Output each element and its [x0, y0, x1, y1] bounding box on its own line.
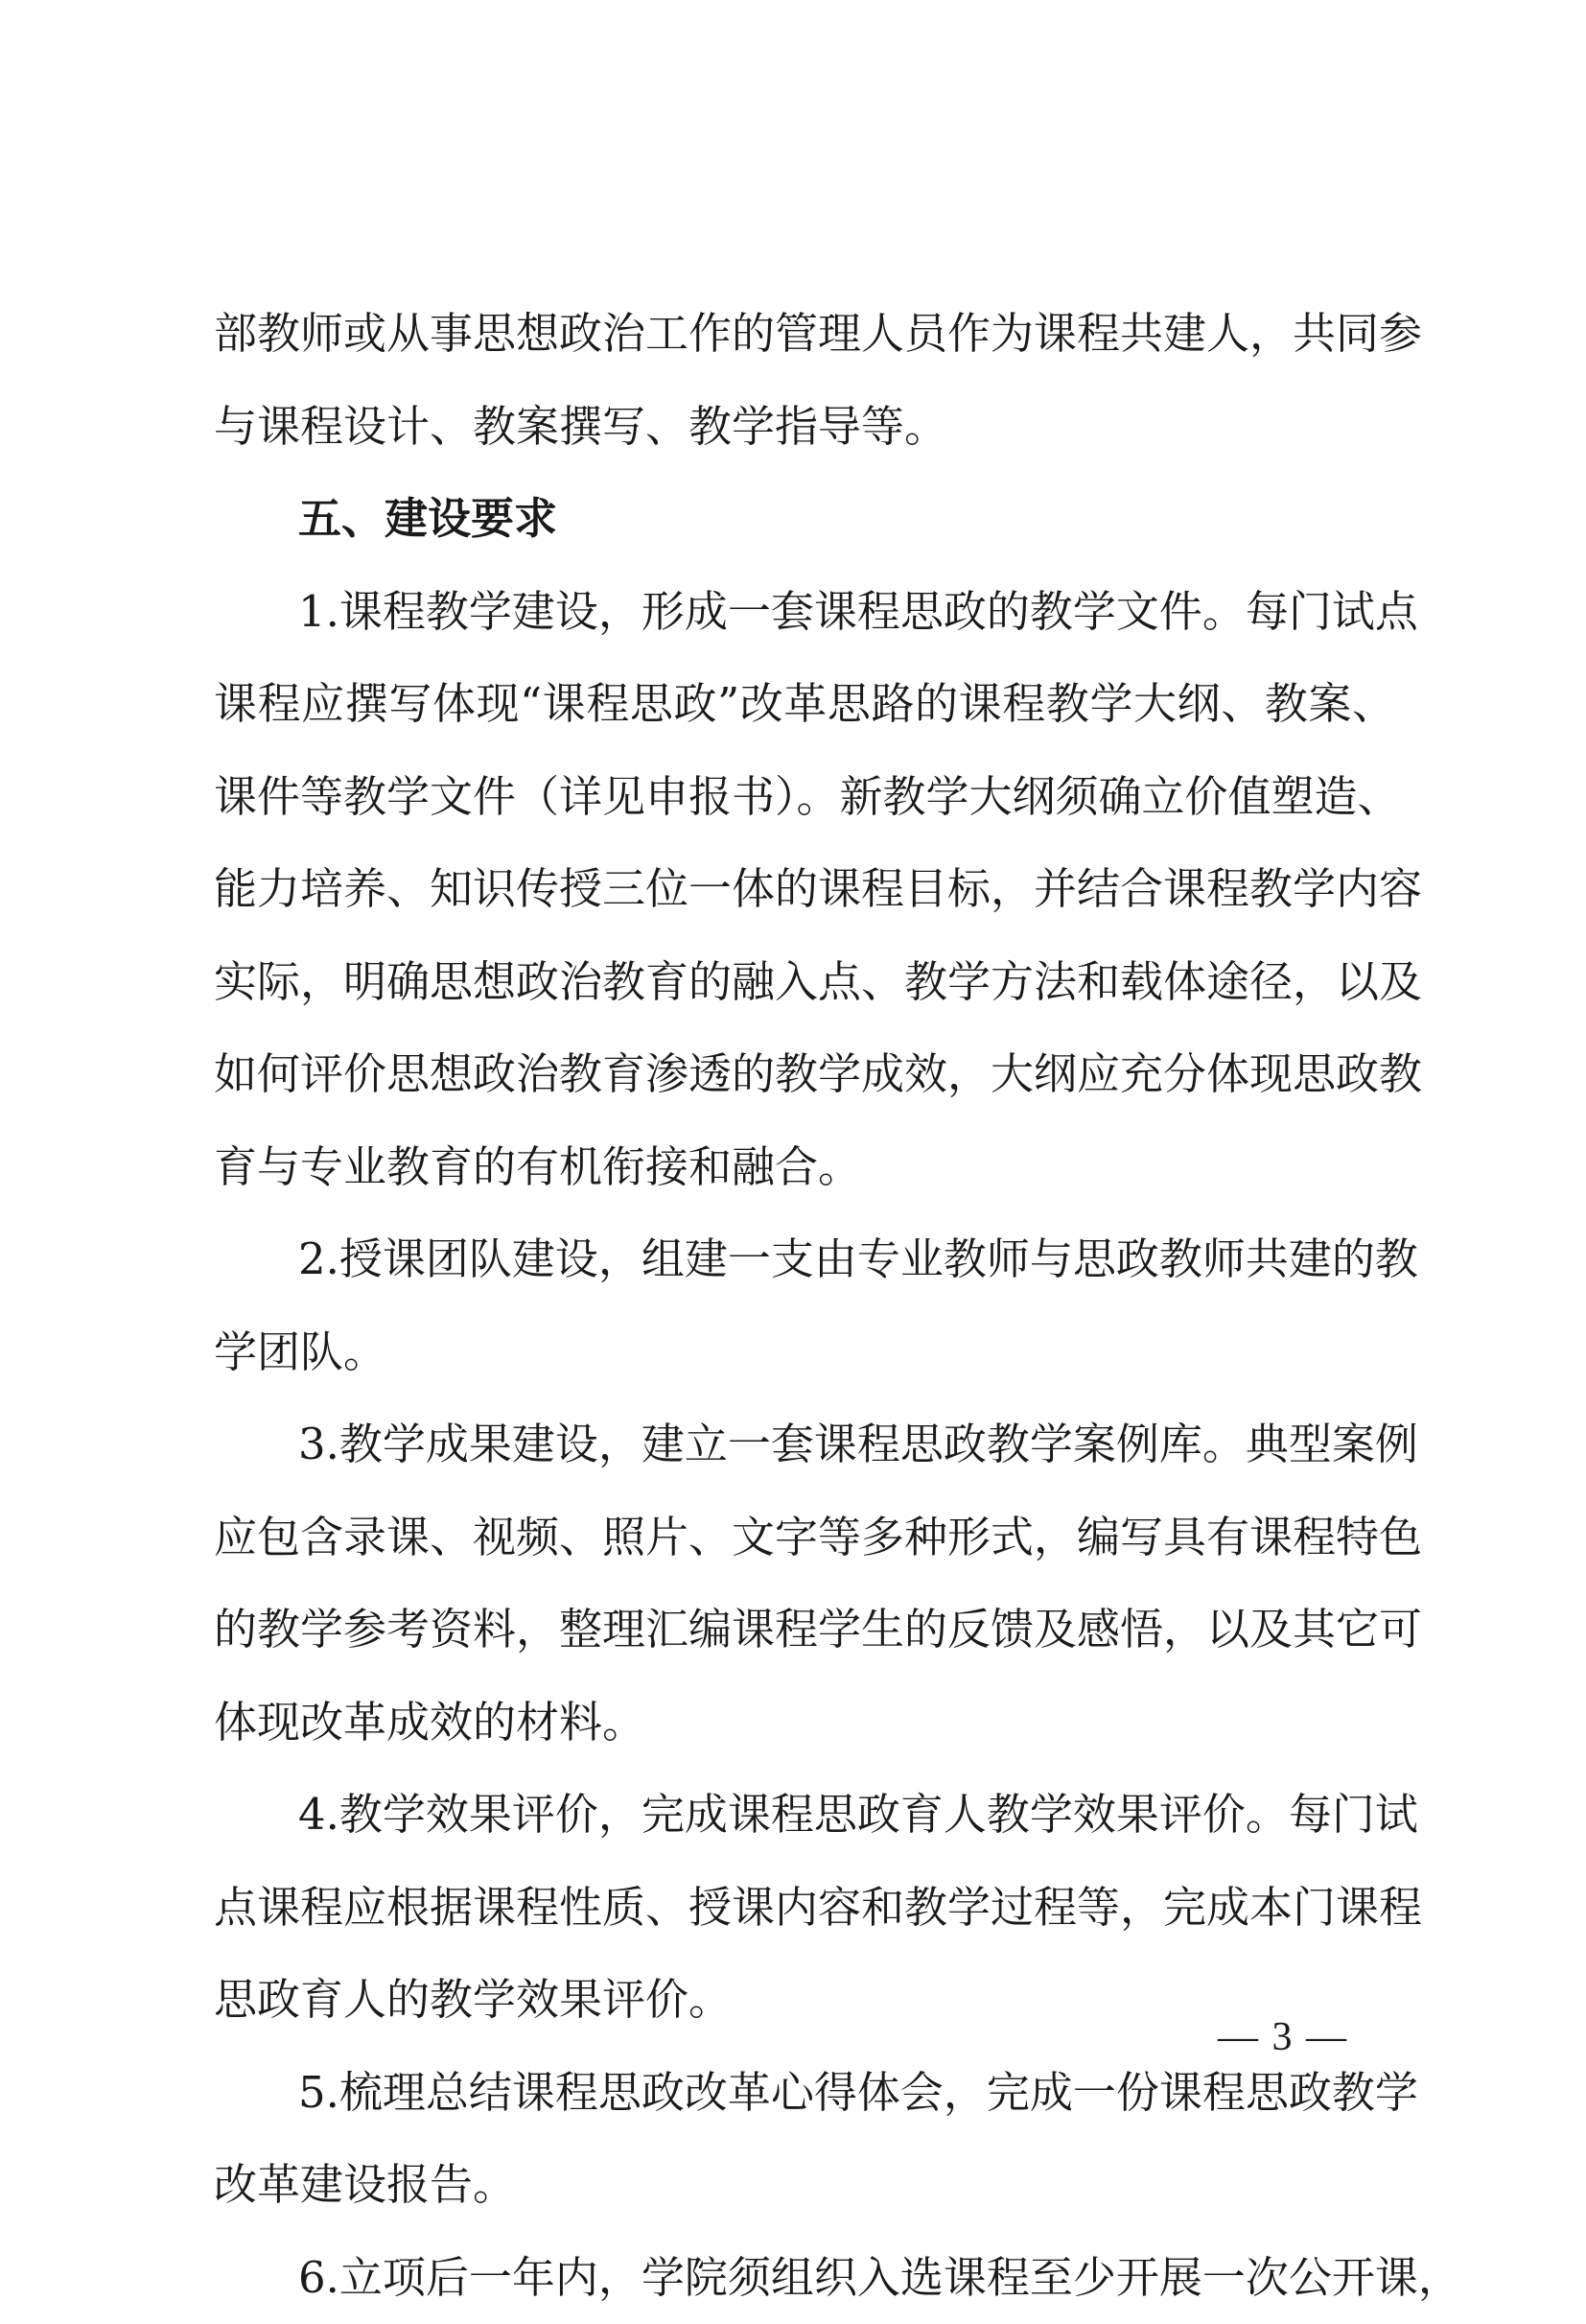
text-line: 3.教学成果建设，建立一套课程思政教学案例库。典型案例: [214, 1398, 1395, 1491]
text-line: 如何评价思想政治教育渗透的教学成效，大纲应充分体现思政教: [214, 1028, 1395, 1121]
text-line: 思政育人的教学效果评价。: [214, 1954, 1395, 2047]
text-line: 1.课程教学建设，形成一套课程思政的教学文件。每门试点: [214, 566, 1395, 659]
text-line: 5.梳理总结课程思政改革心得体会，完成一份课程思政教学: [214, 2047, 1395, 2140]
text-line: 的教学参考资料，整理汇编课程学生的反馈及感悟，以及其它可: [214, 1584, 1395, 1677]
text-line: 4.教学效果评价，完成课程思政育人教学效果评价。每门试: [214, 1769, 1395, 1862]
text-line: 育与专业教育的有机衔接和融合。: [214, 1121, 1395, 1214]
page-number: — 3 —: [1218, 2014, 1348, 2060]
text-line: 能力培养、知识传授三位一体的课程目标，并结合课程教学内容: [214, 843, 1395, 936]
text-line: 课件等教学文件（详见申报书）。新教学大纲须确立价值塑造、: [214, 751, 1395, 844]
text-line: 课程应撰写体现“课程思政”改革思路的课程教学大纲、教案、: [214, 658, 1395, 751]
text-line: 实际，明确思想政治教育的融入点、教学方法和载体途径，以及: [214, 936, 1395, 1029]
text-line: 点课程应根据课程性质、授课内容和教学过程等，完成本门课程: [214, 1862, 1395, 1955]
text-line: 6.立项后一年内，学院须组织入选课程至少开展一次公开课，: [214, 2232, 1395, 2324]
section-heading: 五、建设要求: [214, 473, 1395, 566]
text-line: 改革建设报告。: [214, 2139, 1395, 2232]
text-line: 部教师或从事思想政治工作的管理人员作为课程共建人，共同参: [214, 288, 1395, 381]
text-line: 体现改革成效的材料。: [214, 1677, 1395, 1770]
text-line: 应包含录课、视频、照片、文字等多种形式，编写具有课程特色: [214, 1491, 1395, 1585]
text-line: 学团队。: [214, 1306, 1395, 1399]
text-line: 2.授课团队建设，组建一支由专业教师与思政教师共建的教: [214, 1213, 1395, 1306]
text-line: 与课程设计、教案撰写、教学指导等。: [214, 381, 1395, 474]
